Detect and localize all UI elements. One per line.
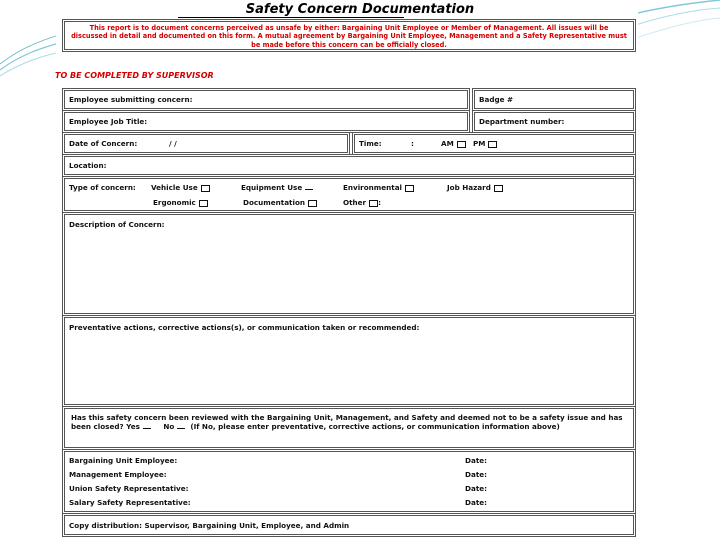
ergonomic-label: Ergonomic <box>153 198 196 207</box>
notice-box <box>62 19 636 52</box>
review-question-text: Has this safety concern been reviewed with the Bargaining Unit, Management, and Safety and deemed not to be a safety issue and has been closed? Yes <box>71 413 623 432</box>
pm-checkbox[interactable] <box>488 141 497 148</box>
signature-label-salary-safety: Salary Safety Representative: <box>69 498 191 507</box>
job-hazard-label: Job Hazard <box>447 183 491 192</box>
documentation-label: Documentation <box>243 198 306 207</box>
date-of-concern-field[interactable] <box>62 132 350 155</box>
department-label: Department number: <box>479 117 565 126</box>
other-colon: : <box>378 198 381 207</box>
actions-field[interactable] <box>62 315 636 407</box>
environmental-label: Environmental <box>343 183 403 192</box>
signature-date-salary-safety: Date: <box>465 498 488 507</box>
actions-label: Preventative actions, corrective actions(s), or communication taken or recommended: <box>69 323 420 332</box>
title-underline <box>178 17 404 18</box>
option-documentation[interactable] <box>243 198 317 207</box>
description-field[interactable] <box>62 212 636 316</box>
environmental-checkbox[interactable] <box>405 185 414 192</box>
date-separators: / / <box>169 139 177 148</box>
location-label: Location: <box>69 161 107 170</box>
job-hazard-checkbox[interactable] <box>494 185 503 192</box>
option-job-hazard[interactable] <box>447 183 503 192</box>
signature-date-union-safety: Date: <box>465 484 488 493</box>
am-checkbox[interactable] <box>457 141 466 148</box>
signature-date-management: Date: <box>465 470 488 479</box>
copy-distribution-box <box>62 513 636 537</box>
review-yes-checkbox[interactable] <box>143 425 151 429</box>
option-equipment-use[interactable] <box>241 183 313 192</box>
signature-label-management: Management Employee: <box>69 470 167 479</box>
equipment-use-label: Equipment Use <box>241 183 303 192</box>
review-box <box>62 406 636 450</box>
job-title-field[interactable] <box>62 110 470 133</box>
notice-text: This report is to document concerns perceived as unsafe by either: Bargaining Unit Employee or Member of Management. All issues will be discussed in detail and documented on this form. A mutual agreement by Bargaining Unit Employee, Management and a Safety Representative must be made before this concern can be officially closed. <box>64 21 634 50</box>
other-checkbox[interactable] <box>369 200 378 207</box>
option-environmental[interactable] <box>343 183 414 192</box>
pm-option[interactable] <box>473 139 497 148</box>
job-title-label: Employee Job Title: <box>69 117 148 126</box>
section-heading-supervisor: TO BE COMPLETED BY SUPERVISOR <box>55 71 214 80</box>
time-colon: : <box>411 139 414 148</box>
employee-submitting-field[interactable] <box>62 88 470 111</box>
pm-label: PM <box>473 139 486 148</box>
option-vehicle-use[interactable] <box>151 183 210 192</box>
other-label: Other <box>343 198 367 207</box>
employee-submitting-label: Employee submitting concern: <box>69 95 193 104</box>
am-label: AM <box>441 139 454 148</box>
date-of-concern-label: Date of Concern: <box>69 139 138 148</box>
review-question <box>71 413 627 431</box>
documentation-checkbox[interactable] <box>308 200 317 207</box>
badge-field[interactable] <box>472 88 636 111</box>
equipment-use-checkbox[interactable] <box>305 186 313 190</box>
option-other[interactable] <box>343 198 381 207</box>
signatures-box <box>62 449 636 514</box>
review-no-label: No <box>163 422 175 432</box>
signature-label-bargaining: Bargaining Unit Employee: <box>69 456 178 465</box>
vehicle-use-checkbox[interactable] <box>201 185 210 192</box>
review-note: (If No, please enter preventative, corrective actions, or communication information above) <box>190 422 560 432</box>
review-no-checkbox[interactable] <box>177 425 185 429</box>
vehicle-use-label: Vehicle Use <box>151 183 198 192</box>
am-option[interactable] <box>441 139 466 148</box>
option-ergonomic[interactable] <box>153 198 208 207</box>
location-field[interactable] <box>62 154 636 177</box>
ergonomic-checkbox[interactable] <box>199 200 208 207</box>
type-of-concern-box <box>62 176 636 213</box>
time-label: Time: <box>359 139 382 148</box>
copy-distribution-text: Copy distribution: Supervisor, Bargaining Unit, Employee, and Admin <box>69 521 350 530</box>
time-field[interactable] <box>352 132 636 155</box>
form-title: Safety Concern Documentation <box>245 2 475 17</box>
badge-label: Badge # <box>479 95 514 104</box>
signature-date-bargaining: Date: <box>465 456 488 465</box>
signature-label-union-safety: Union Safety Representative: <box>69 484 189 493</box>
department-field[interactable] <box>472 110 636 133</box>
description-label: Description of Concern: <box>69 220 165 229</box>
type-of-concern-label: Type of concern: <box>69 183 136 192</box>
